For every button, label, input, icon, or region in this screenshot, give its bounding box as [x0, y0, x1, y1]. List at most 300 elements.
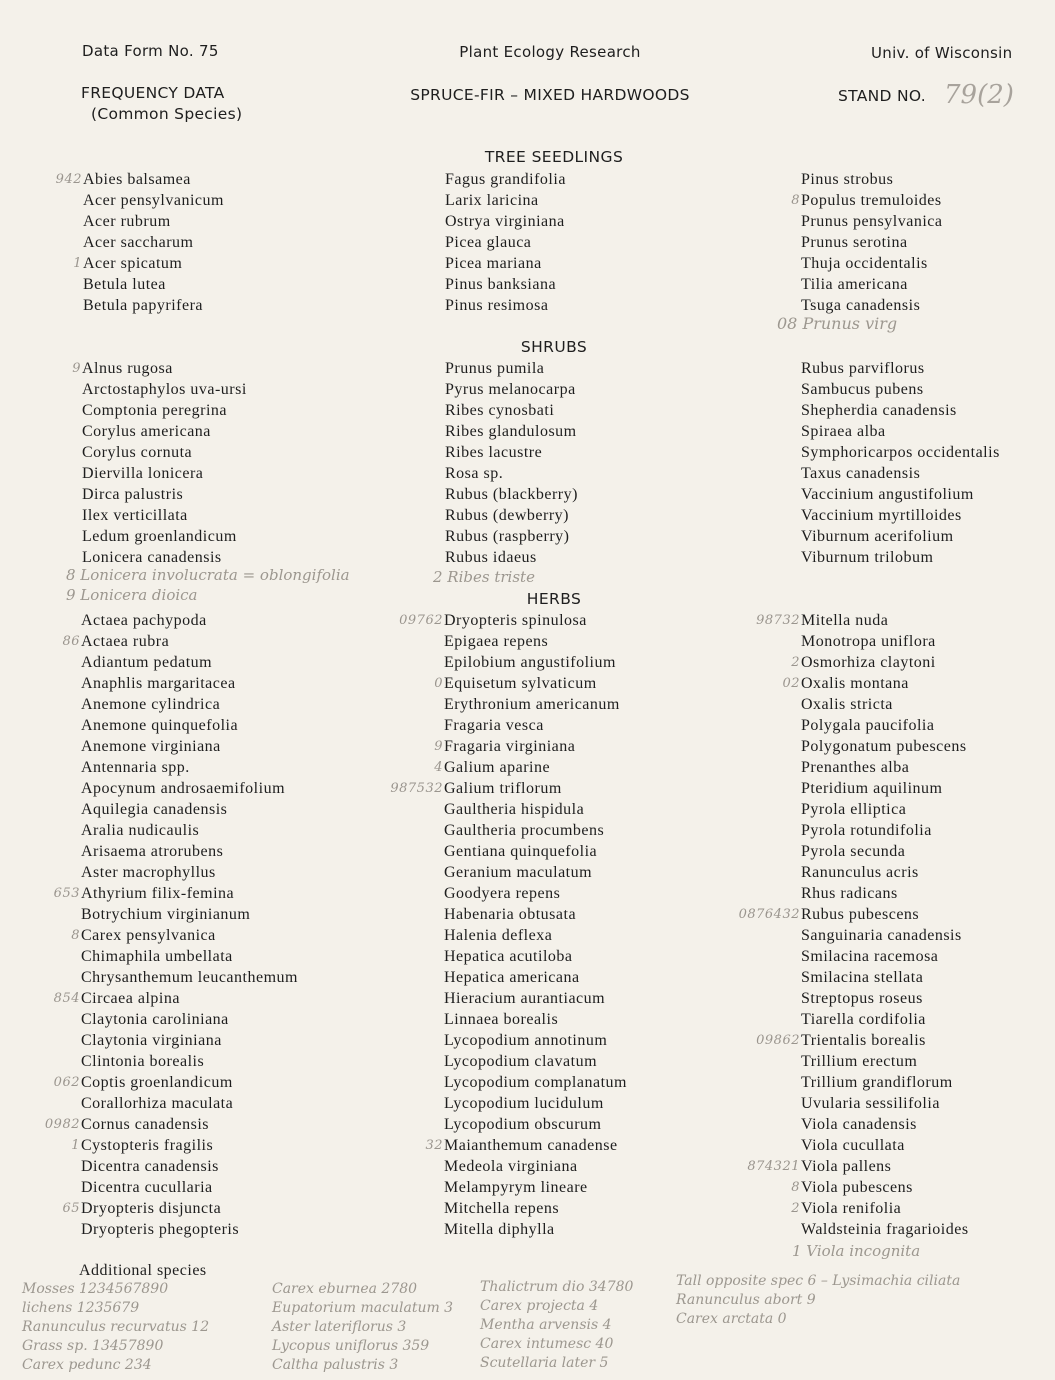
frequency-data-subtitle: (Common Species) — [91, 105, 243, 123]
species-entry — [801, 274, 942, 295]
species-entry — [444, 1198, 627, 1219]
species-entry — [53, 1072, 298, 1093]
species-name: Lycopodium clavatum — [444, 1053, 598, 1070]
species-entry — [444, 967, 627, 988]
species-name: Epigaea repens — [444, 633, 549, 650]
shrubs-col-3 — [801, 358, 1000, 568]
species-entry — [444, 841, 627, 862]
species-entry — [71, 925, 298, 946]
species-name: Thuja occidentalis — [801, 255, 928, 272]
handwritten-species-entry: Scutellaria later 5 — [480, 1355, 609, 1371]
species-entry — [445, 253, 566, 274]
species-entry — [782, 673, 969, 694]
species-entry — [801, 547, 1000, 568]
species-entry — [801, 694, 969, 715]
tally-mark: 0 — [434, 676, 443, 691]
tally-mark: 942 — [55, 172, 82, 187]
species-entry — [81, 967, 298, 988]
species-entry — [445, 190, 566, 211]
species-name: Populus tremuloides — [801, 192, 942, 209]
species-name: Trientalis borealis — [801, 1032, 926, 1049]
tally-mark: 02 — [782, 676, 800, 691]
species-entry — [801, 862, 969, 883]
tally-mark: 09862 — [756, 1033, 800, 1048]
species-entry — [801, 463, 1000, 484]
species-entry — [81, 757, 298, 778]
species-entry — [444, 820, 627, 841]
species-name: Rubus (blackberry) — [445, 486, 578, 503]
tally-mark: 9 — [434, 739, 443, 754]
species-name: Maianthemum canadense — [444, 1137, 618, 1154]
community-title: SPRUCE-FIR – MIXED HARDWOODS — [410, 86, 690, 104]
species-entry — [801, 211, 942, 232]
species-name: Anemone cylindrica — [81, 696, 221, 713]
species-name: Pinus strobus — [801, 171, 894, 188]
species-entry — [801, 1114, 969, 1135]
species-name: Acer saccharum — [83, 234, 194, 251]
species-name: Dirca palustris — [82, 486, 184, 503]
species-entry — [756, 1030, 969, 1051]
species-name: Arctostaphylos uva-ursi — [82, 381, 247, 398]
species-entry — [801, 925, 969, 946]
species-name: Erythronium americanum — [444, 696, 620, 713]
species-entry — [444, 883, 627, 904]
species-name: Smilacina racemosa — [801, 948, 939, 965]
species-entry — [791, 652, 969, 673]
species-name: Actaea pachypoda — [81, 612, 207, 629]
species-name: Ribes glandulosum — [445, 423, 577, 440]
species-name: Anaphlis margaritacea — [81, 675, 236, 692]
species-name: Arisaema atrorubens — [81, 843, 224, 860]
species-entry — [747, 1156, 969, 1177]
species-entry — [444, 946, 627, 967]
species-entry — [444, 1093, 627, 1114]
species-name: Rubus (raspberry) — [445, 528, 570, 545]
handwritten-species-entry: Tall opposite spec 6 – Lysimachia ciliata — [676, 1273, 961, 1289]
species-name: Picea glauca — [445, 234, 532, 251]
species-name: Sanguinaria canadensis — [801, 927, 962, 944]
tally-mark: 1 — [73, 256, 82, 271]
organization: Plant Ecology Research — [459, 43, 641, 61]
species-entry — [72, 358, 247, 379]
species-name: Betula papyrifera — [83, 297, 203, 314]
species-entry — [791, 1177, 969, 1198]
species-name: Antennaria spp. — [81, 759, 190, 776]
species-name: Viola cucullata — [801, 1137, 905, 1154]
species-entry — [83, 274, 224, 295]
species-name: Rubus parviflorus — [801, 360, 925, 377]
species-entry — [444, 631, 627, 652]
species-entry — [445, 295, 566, 316]
species-name: Prunus pensylvanica — [801, 213, 943, 230]
species-name: Goodyera repens — [444, 885, 561, 902]
species-name: Pinus banksiana — [445, 276, 557, 293]
species-entry — [55, 169, 224, 190]
species-name: Ribes cynosbati — [445, 402, 555, 419]
species-name: Lycopodium lucidulum — [444, 1095, 604, 1112]
species-entry — [445, 274, 566, 295]
species-name: Medeola virginiana — [444, 1158, 578, 1175]
species-entry — [801, 757, 969, 778]
species-name: Gaultheria hispidula — [444, 801, 585, 818]
species-entry — [444, 1177, 627, 1198]
species-entry — [399, 610, 627, 631]
species-name: Cystopteris fragilis — [81, 1137, 214, 1154]
species-entry — [445, 211, 566, 232]
species-name: Epilobium angustifolium — [444, 654, 616, 671]
section-herbs: HERBS — [526, 590, 582, 608]
species-entry — [801, 820, 969, 841]
species-entry — [81, 1219, 298, 1240]
species-entry — [791, 1198, 969, 1219]
species-entry — [801, 946, 969, 967]
species-entry — [801, 484, 1000, 505]
tally-mark: 09762 — [399, 613, 443, 628]
species-entry — [444, 988, 627, 1009]
species-entry — [81, 1009, 298, 1030]
species-entry — [801, 988, 969, 1009]
handwritten-species-entry: Carex intumesc 40 — [480, 1336, 614, 1352]
species-name: Prenanthes alba — [801, 759, 910, 776]
species-entry — [444, 1156, 627, 1177]
species-name: Smilacina stellata — [801, 969, 924, 986]
species-name: Dryopteris phegopteris — [81, 1221, 240, 1238]
trees-col-1 — [55, 169, 224, 316]
species-name: Chrysanthemum leucanthemum — [81, 969, 298, 986]
species-entry — [444, 799, 627, 820]
species-entry — [82, 379, 247, 400]
species-name: Pteridium aquilinum — [801, 780, 943, 797]
species-name: Habenaria obtusata — [444, 906, 577, 923]
tally-mark: 8 — [791, 1180, 800, 1195]
species-entry — [801, 379, 1000, 400]
species-entry — [801, 505, 1000, 526]
shrubs-handwritten-note-1: 8 Lonicera involucrata = oblongifolia — [66, 566, 350, 584]
tally-mark: 0876432 — [738, 907, 800, 922]
species-entry — [81, 673, 298, 694]
handwritten-species-entry: Thalictrum dio 34780 — [480, 1279, 634, 1295]
tally-mark: 8 — [791, 193, 800, 208]
species-entry — [81, 778, 298, 799]
species-name: Athyrium filix-femina — [81, 885, 235, 902]
species-entry — [82, 547, 247, 568]
herbs-col-3 — [738, 610, 969, 1240]
handwritten-species-entry: Caltha palustris 3 — [272, 1357, 399, 1373]
species-name: Aster macrophyllus — [81, 864, 216, 881]
handwritten-species-entry: Grass sp. 13457890 — [22, 1338, 164, 1354]
species-name: Lonicera canadensis — [82, 549, 222, 566]
species-name: Actaea rubra — [81, 633, 170, 650]
species-entry — [445, 379, 578, 400]
species-name: Vaccinium myrtilloides — [801, 507, 962, 524]
species-name: Ilex verticillata — [82, 507, 188, 524]
species-entry — [82, 463, 247, 484]
species-name: Pyrus melanocarpa — [445, 381, 576, 398]
species-entry — [801, 778, 969, 799]
additional-col-2 — [272, 1280, 453, 1375]
species-entry — [81, 652, 298, 673]
species-entry — [81, 1030, 298, 1051]
species-name: Viola pubescens — [801, 1179, 913, 1196]
species-name: Aralia nudicaulis — [81, 822, 200, 839]
species-name: Waldsteinia fragarioides — [801, 1221, 969, 1238]
species-name: Corallorhiza maculata — [81, 1095, 234, 1112]
species-entry — [81, 820, 298, 841]
handwritten-species-entry: Carex projecta 4 — [480, 1298, 599, 1314]
species-name: Ranunculus acris — [801, 864, 919, 881]
species-entry — [444, 1114, 627, 1135]
trees-handwritten-note: 08 Prunus virg — [777, 314, 898, 333]
species-name: Oxalis stricta — [801, 696, 893, 713]
species-name: Galium triflorum — [444, 780, 562, 797]
handwritten-species-entry: Mosses 1234567890 — [22, 1281, 169, 1297]
species-entry — [444, 925, 627, 946]
species-entry — [81, 1177, 298, 1198]
species-entry — [444, 1030, 627, 1051]
species-entry — [434, 736, 627, 757]
species-entry — [444, 1051, 627, 1072]
species-name: Anemone virginiana — [81, 738, 221, 755]
species-entry — [434, 757, 627, 778]
tally-mark: 9 — [72, 361, 81, 376]
tally-mark: 8 — [71, 928, 80, 943]
species-entry — [81, 1156, 298, 1177]
species-name: Viola pallens — [801, 1158, 892, 1175]
species-name: Ostrya virginiana — [445, 213, 565, 230]
species-entry — [81, 841, 298, 862]
species-name: Shepherdia canadensis — [801, 402, 957, 419]
handwritten-species-entry: Carex arctata 0 — [676, 1311, 787, 1327]
species-name: Hepatica americana — [444, 969, 580, 986]
species-name: Corylus cornuta — [82, 444, 193, 461]
species-name: Abies balsamea — [83, 171, 191, 188]
species-entry — [801, 715, 969, 736]
species-name: Acer pensylvanicum — [83, 192, 224, 209]
tally-mark: 98732 — [756, 613, 800, 628]
form-number: Data Form No. 75 — [82, 42, 219, 60]
herbs-col-2 — [390, 610, 627, 1240]
species-entry — [445, 400, 578, 421]
handwritten-species-entry: Eupatorium maculatum 3 — [272, 1300, 454, 1316]
species-entry — [83, 190, 224, 211]
tally-mark: 1 — [71, 1138, 80, 1153]
species-name: Dicentra canadensis — [81, 1158, 219, 1175]
tally-mark: 987532 — [390, 781, 443, 796]
species-entry — [81, 694, 298, 715]
species-name: Equisetum sylvaticum — [444, 675, 597, 692]
species-entry — [445, 358, 578, 379]
species-entry — [445, 169, 566, 190]
species-entry — [53, 988, 298, 1009]
handwritten-species-entry: lichens 1235679 — [22, 1300, 140, 1316]
tally-mark: 653 — [53, 886, 80, 901]
species-entry — [801, 232, 942, 253]
stand-number-handwritten: 79(2) — [944, 80, 1014, 110]
species-name: Fragaria virginiana — [444, 738, 576, 755]
tally-mark: 32 — [425, 1138, 443, 1153]
species-entry — [445, 421, 578, 442]
species-name: Larix laricina — [445, 192, 539, 209]
species-name: Taxus canadensis — [801, 465, 921, 482]
species-entry — [445, 484, 578, 505]
species-entry — [801, 841, 969, 862]
species-entry — [791, 190, 942, 211]
additional-col-1 — [22, 1280, 209, 1375]
species-entry — [81, 736, 298, 757]
species-name: Trillium grandiflorum — [801, 1074, 953, 1091]
species-entry — [445, 547, 578, 568]
species-entry — [81, 904, 298, 925]
species-entry — [82, 526, 247, 547]
species-entry — [801, 883, 969, 904]
species-name: Viburnum acerifolium — [801, 528, 954, 545]
species-name: Rubus pubescens — [801, 906, 920, 923]
species-entry — [801, 631, 969, 652]
species-name: Symphoricarpos occidentalis — [801, 444, 1000, 461]
species-name: Coptis groenlandicum — [81, 1074, 233, 1091]
herbs-col-1 — [44, 610, 298, 1240]
species-name: Ribes lacustre — [445, 444, 543, 461]
species-name: Fragaria vesca — [444, 717, 544, 734]
species-entry — [81, 799, 298, 820]
trees-col-3 — [791, 169, 943, 316]
species-entry — [444, 652, 627, 673]
section-shrubs: SHRUBS — [520, 338, 588, 356]
species-name: Geranium maculatum — [444, 864, 593, 881]
species-name: Mitella diphylla — [444, 1221, 555, 1238]
species-name: Apocynum androsaemifolium — [81, 780, 286, 797]
frequency-data-title: FREQUENCY DATA — [81, 84, 225, 102]
species-entry — [81, 1093, 298, 1114]
section-tree-seedlings: TREE SEEDLINGS — [484, 148, 624, 166]
species-entry — [444, 904, 627, 925]
species-entry — [83, 295, 224, 316]
species-name: Alnus rugosa — [82, 360, 173, 377]
species-name: Polygonatum pubescens — [801, 738, 967, 755]
species-name: Pinus resimosa — [445, 297, 549, 314]
species-name: Corylus americana — [82, 423, 211, 440]
tally-mark: 062 — [53, 1075, 80, 1090]
species-entry — [801, 169, 942, 190]
additional-col-4 — [676, 1272, 960, 1329]
species-entry — [53, 883, 298, 904]
species-entry — [738, 904, 969, 925]
species-entry — [62, 1198, 298, 1219]
shrubs-handwritten-note-2: 9 Lonicera dioica — [66, 586, 198, 604]
species-name: Tilia americana — [801, 276, 908, 293]
shrubs-col-2 — [445, 358, 578, 568]
species-entry — [801, 1219, 969, 1240]
species-name: Viburnum trilobum — [801, 549, 934, 566]
species-name: Pyrola secunda — [801, 843, 906, 860]
species-entry — [444, 1072, 627, 1093]
species-name: Anemone quinquefolia — [81, 717, 239, 734]
tally-mark: 874321 — [747, 1159, 800, 1174]
species-name: Gaultheria procumbens — [444, 822, 605, 839]
species-name: Polygala paucifolia — [801, 717, 935, 734]
species-entry — [801, 442, 1000, 463]
species-entry — [82, 505, 247, 526]
species-entry — [81, 1051, 298, 1072]
species-name: Mitchella repens — [444, 1200, 560, 1217]
species-name: Aquilegia canadensis — [81, 801, 228, 818]
species-entry — [801, 736, 969, 757]
species-entry — [801, 526, 1000, 547]
species-name: Circaea alpina — [81, 990, 180, 1007]
species-name: Melampyrym lineare — [444, 1179, 588, 1196]
species-entry — [444, 694, 627, 715]
species-entry — [44, 1114, 298, 1135]
species-name: Diervilla lonicera — [82, 465, 204, 482]
university: Univ. of Wisconsin — [871, 44, 1013, 62]
species-entry — [801, 1072, 969, 1093]
species-name: Fagus grandifolia — [445, 171, 566, 188]
species-entry — [801, 1093, 969, 1114]
species-name: Hepatica acutiloba — [444, 948, 573, 965]
tally-mark: 2 — [791, 655, 800, 670]
species-entry — [425, 1135, 627, 1156]
species-name: Rubus (dewberry) — [445, 507, 569, 524]
stand-label: STAND NO. — [838, 87, 926, 105]
species-name: Rubus idaeus — [445, 549, 537, 566]
trees-col-2 — [445, 169, 566, 316]
species-name: Rosa sp. — [445, 465, 504, 482]
species-entry — [390, 778, 627, 799]
species-name: Carex pensylvanica — [81, 927, 216, 944]
species-entry — [444, 1009, 627, 1030]
species-entry — [71, 1135, 298, 1156]
species-entry — [445, 526, 578, 547]
species-entry — [801, 253, 942, 274]
species-entry — [445, 505, 578, 526]
species-name: Claytonia caroliniana — [81, 1011, 229, 1028]
species-name: Vaccinium angustifolium — [801, 486, 974, 503]
species-name: Hieracium aurantiacum — [444, 990, 606, 1007]
species-entry — [801, 421, 1000, 442]
species-name: Betula lutea — [83, 276, 166, 293]
handwritten-species-entry: Carex eburnea 2780 — [272, 1281, 418, 1297]
species-name: Streptopus roseus — [801, 990, 923, 1007]
tally-mark: 4 — [434, 760, 443, 775]
species-name: Dryopteris spinulosa — [444, 612, 587, 629]
handwritten-species-entry: Aster lateriflorus 3 — [272, 1319, 407, 1335]
species-name: Tsuga canadensis — [801, 297, 921, 314]
additional-species-label: Additional species — [79, 1262, 207, 1279]
shrubs-handwritten-note-3: 2 Ribes triste — [433, 568, 535, 586]
additional-col-3 — [480, 1278, 633, 1373]
species-name: Adiantum pedatum — [81, 654, 213, 671]
species-name: Claytonia virginiana — [81, 1032, 222, 1049]
handwritten-species-entry: Carex pedunc 234 — [22, 1357, 152, 1373]
species-entry — [82, 484, 247, 505]
species-entry — [801, 1135, 969, 1156]
species-entry — [82, 400, 247, 421]
species-name: Comptonia peregrina — [82, 402, 228, 419]
species-entry — [81, 946, 298, 967]
shrubs-col-1 — [72, 358, 247, 568]
species-entry — [801, 967, 969, 988]
handwritten-species-entry: Ranunculus abort 9 — [676, 1292, 816, 1308]
tally-mark: 86 — [62, 634, 80, 649]
tally-mark: 0982 — [44, 1117, 80, 1132]
species-entry — [81, 610, 298, 631]
species-name: Monotropa uniflora — [801, 633, 936, 650]
species-name: Linnaea borealis — [444, 1011, 559, 1028]
species-name: Pyrola elliptica — [801, 801, 907, 818]
species-name: Galium aparine — [444, 759, 551, 776]
species-name: Botrychium virginianum — [81, 906, 251, 923]
species-entry — [81, 715, 298, 736]
